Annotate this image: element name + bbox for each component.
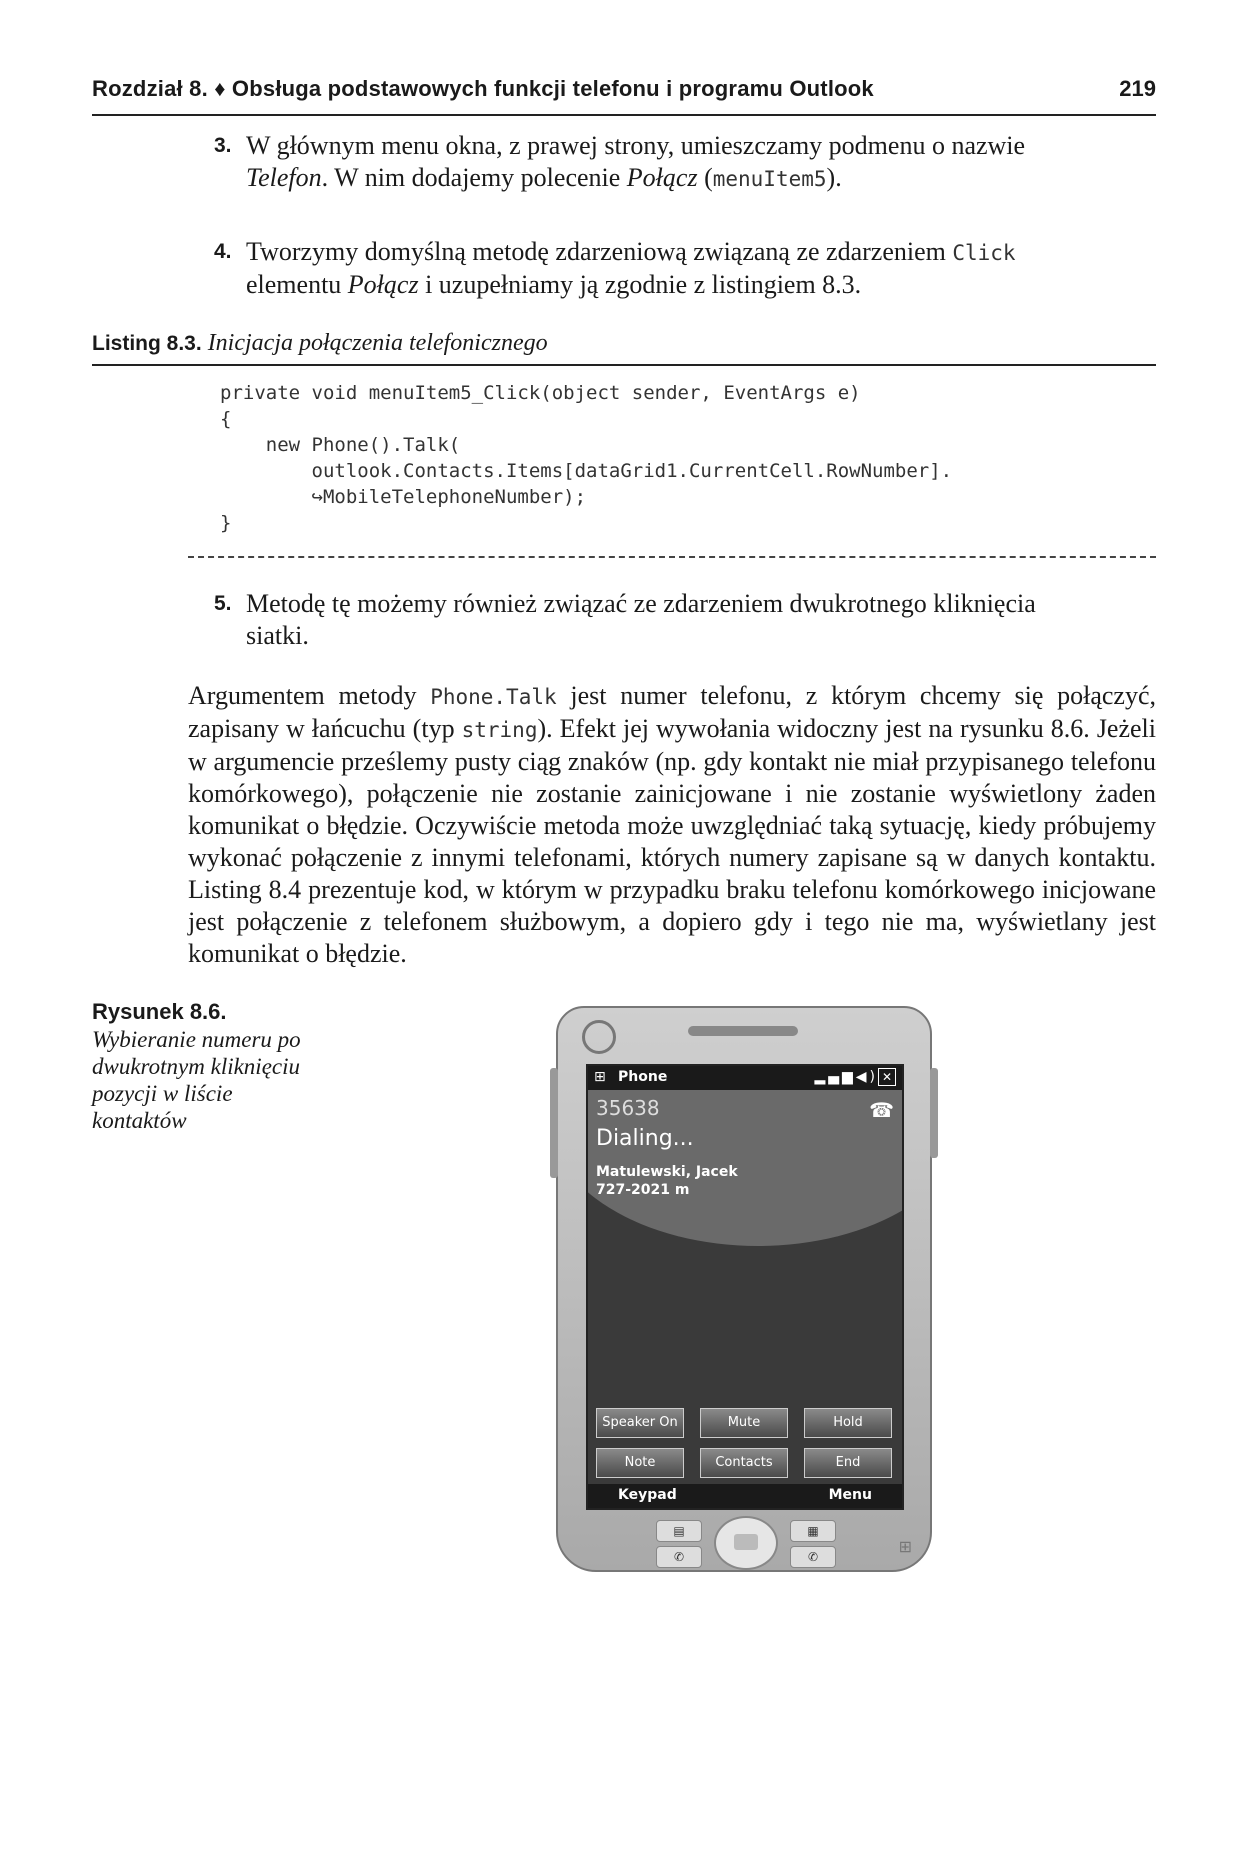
page-number: 219 — [1119, 76, 1156, 101]
power-icon — [582, 1020, 616, 1054]
listing-end-rule — [188, 556, 1156, 558]
right-softkey-button: ▦ — [790, 1520, 836, 1542]
dpad — [714, 1516, 778, 1570]
paragraph-text — [188, 680, 1156, 970]
figure-caption-text: Wybieranie numeru po dwukrotnym kliknięciu pozycji w liście kontaktów — [92, 1027, 301, 1133]
background-swoosh — [586, 1064, 904, 1246]
softkey-right: Menu — [828, 1487, 872, 1503]
contact-phone: 727-2021 m — [596, 1182, 690, 1198]
step-text — [246, 588, 1096, 652]
contact-card-icon: ☎ — [869, 1100, 894, 1122]
step-number: 3. — [214, 134, 232, 157]
text-run: Argumentem metody — [188, 681, 431, 710]
speaker-button: Speaker On — [596, 1408, 684, 1438]
italic-term: Połącz — [347, 270, 419, 299]
windows-logo-icon: ⊞ — [898, 1537, 912, 1556]
side-button — [930, 1068, 938, 1158]
volume-icon: ◀) — [855, 1069, 878, 1085]
hardware-keys — [638, 1520, 854, 1568]
app-title: Phone — [618, 1069, 668, 1085]
close-icon: ✕ — [878, 1068, 896, 1086]
step-text — [246, 130, 1096, 195]
text-run: Metodę tę możemy również związać ze zdarzeniem dwukrotnego kliknięcia siatki. — [246, 589, 1036, 650]
text-run: ( — [697, 163, 713, 192]
title-bar — [588, 1066, 902, 1090]
contacts-button: Contacts — [700, 1448, 788, 1478]
brand-plate — [688, 1026, 798, 1036]
signal-icon: ▂▄▆ — [814, 1069, 856, 1085]
text-run: ). — [826, 163, 842, 192]
softkey-bar — [588, 1484, 902, 1508]
contact-name: Matulewski, Jacek — [596, 1164, 738, 1180]
code-term: string — [461, 718, 538, 742]
mute-button: Mute — [700, 1408, 788, 1438]
text-run: ). Efekt jej wywołania widoczny jest na rysunku 8.6. Jeżeli w argumencie prześlemy pusty ciąg znaków (np. gdy kontakt nie miał przypisanego telefonu komórkowego), połączenie nie zostanie zainicjowane i nie zostanie wyświetlony żaden komunikat o błędzie. Oczywiście metoda może uwzględniać taką sytuację, kiedy próbujemy wykonać połączenie z innymi telefonami, których numery zapisane są w danych kontaktu. Listing 8.4 prezentuje kod, w którym w przypadku braku telefonu komórkowego inicjowane jest połączenie z telefonem służbowym, a dopiero gdy i tego nie ma, wyświetlany jest komunikat o błędzie. — [188, 714, 1156, 968]
code-term: Click — [952, 241, 1016, 265]
step-text — [246, 236, 1096, 301]
code-listing: private void menuItem5_Click(object sender, EventArgs e) { new Phone().Talk( outlook.Contacts.Items[dataGrid1.CurrentCell.RowNumber]. ↪MobileTelephoneNumber); } — [220, 382, 953, 534]
body-paragraph — [188, 680, 1156, 970]
text-run: i uzupełniamy ją zgodnie z listingiem 8.3. — [418, 270, 862, 299]
text-run: jest numer telefonu, z którym chcemy się połączyć, zapisany w łańcuchu (typ — [188, 681, 1157, 743]
end-key-icon: ✆ — [790, 1546, 836, 1568]
dpad-center — [734, 1534, 758, 1550]
hold-button: Hold — [804, 1408, 892, 1438]
device-screen — [586, 1064, 904, 1510]
listing-title: Inicjacja połączenia telefonicznego — [207, 330, 548, 356]
italic-term: Telefon — [246, 163, 322, 192]
listing-label: Listing 8.3. — [92, 332, 202, 355]
windows-start-icon: ⊞ — [594, 1069, 606, 1085]
italic-term: Połącz — [626, 163, 698, 192]
call-status: Dialing... — [596, 1126, 694, 1151]
left-softkey-button: ▤ — [656, 1520, 702, 1542]
figure-label: Rysunek 8.6. — [92, 999, 227, 1024]
chapter-title: Rozdział 8. ♦ Obsługa podstawowych funkcji telefonu i programu Outlook — [92, 76, 874, 101]
pda-device-image — [556, 1006, 932, 1572]
listing-caption — [92, 330, 1156, 366]
note-button: Note — [596, 1448, 684, 1478]
text-run: W głównym menu okna, z prawej strony, umieszczamy podmenu o nazwie — [246, 131, 1026, 160]
call-key-icon: ✆ — [656, 1546, 702, 1568]
softkey-left: Keypad — [618, 1487, 677, 1503]
text-run: . W nim dodajemy polecenie — [321, 163, 627, 192]
status-icons — [814, 1068, 896, 1086]
end-call-button: End — [804, 1448, 892, 1478]
figure-caption — [92, 998, 312, 1134]
dialed-number: 35638 — [596, 1096, 660, 1120]
running-header — [92, 74, 1156, 116]
step-number: 4. — [214, 240, 232, 263]
code-term: menuItem5 — [712, 167, 827, 191]
side-button — [550, 1068, 558, 1178]
code-term: Phone.Talk — [430, 685, 557, 709]
step-number: 5. — [214, 592, 232, 615]
text-run: elementu — [246, 270, 348, 299]
text-run: Tworzymy domyślną metodę zdarzeniową związaną ze zdarzeniem — [246, 237, 953, 266]
